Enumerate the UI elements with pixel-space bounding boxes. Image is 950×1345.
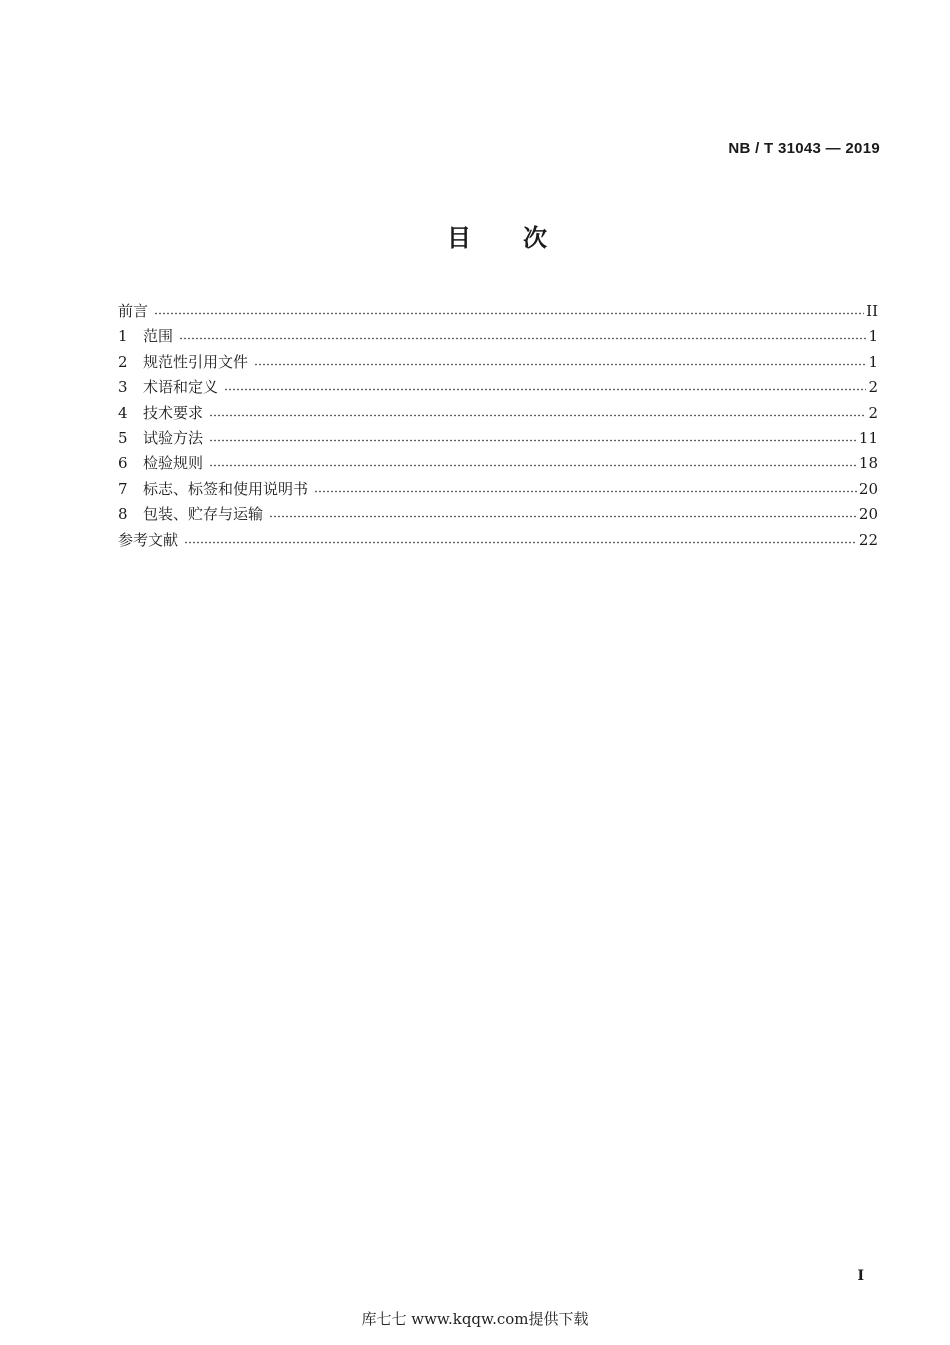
toc-dot-leader [209,406,866,418]
toc-entry-number: 6 [118,454,128,473]
toc-entry[interactable] [118,402,878,427]
toc-entry-label: 范围 [143,327,174,346]
table-of-contents [118,300,878,554]
toc-entry-page: II [866,302,878,320]
toc-dot-leader [184,533,857,545]
toc-entry[interactable] [118,478,878,503]
toc-entry[interactable] [118,452,878,477]
toc-entry-number: 3 [118,378,128,397]
toc-entry-number: 8 [118,505,128,524]
toc-dot-leader [254,355,866,367]
toc-entry-label: 标志、标签和使用说明书 [143,479,309,498]
toc-entry-label: 检验规则 [143,454,204,473]
toc-entry-number: 4 [118,403,128,422]
toc-entry[interactable] [118,300,878,325]
toc-dot-leader [179,329,866,341]
toc-entry-page: 20 [858,479,878,498]
toc-entry-number: 1 [118,327,128,346]
toc-dot-leader [314,482,857,494]
toc-entry-page: 11 [858,428,878,447]
page-number: I [857,1268,864,1284]
toc-entry[interactable] [118,427,878,452]
page-title-char-2: 次 [523,224,547,252]
toc-dot-leader [209,456,857,468]
toc-entry[interactable] [118,325,878,350]
toc-entry-label: 试验方法 [143,428,204,447]
toc-entry-label: 包装、贮存与运输 [143,505,264,524]
toc-dot-leader [224,380,866,392]
toc-entry-number: 5 [118,428,128,447]
toc-entry[interactable] [118,376,878,401]
toc-entry-page: 2 [868,378,878,397]
toc-entry-label: 技术要求 [143,403,204,422]
toc-entry-label: 规范性引用文件 [143,352,249,371]
toc-entry[interactable] [118,529,878,554]
download-watermark: 库七七 www.kqqw.com提供下载 [361,1310,589,1328]
toc-entry-page: 18 [858,454,878,473]
toc-entry-page: 20 [858,505,878,524]
toc-entry-page: 1 [868,327,878,346]
toc-dot-leader [269,507,857,519]
toc-entry-label: 参考文献 [118,530,179,549]
toc-entry-number: 2 [118,352,128,371]
toc-entry[interactable] [118,351,878,376]
standard-code: NB / T 31043 — 2019 [728,140,880,157]
toc-entry-label: 前言 [118,302,149,320]
toc-dot-leader [209,431,857,443]
page-title [22,218,950,253]
toc-entry-page: 1 [868,352,878,371]
toc-entry-label: 术语和定义 [143,378,219,397]
toc-entry[interactable] [118,503,878,528]
toc-entry-page: 2 [868,403,878,422]
toc-dot-leader [154,304,864,316]
toc-entry-number: 7 [118,479,128,498]
toc-entry-page: 22 [858,530,878,549]
page-title-char-1: 目 [447,224,471,252]
